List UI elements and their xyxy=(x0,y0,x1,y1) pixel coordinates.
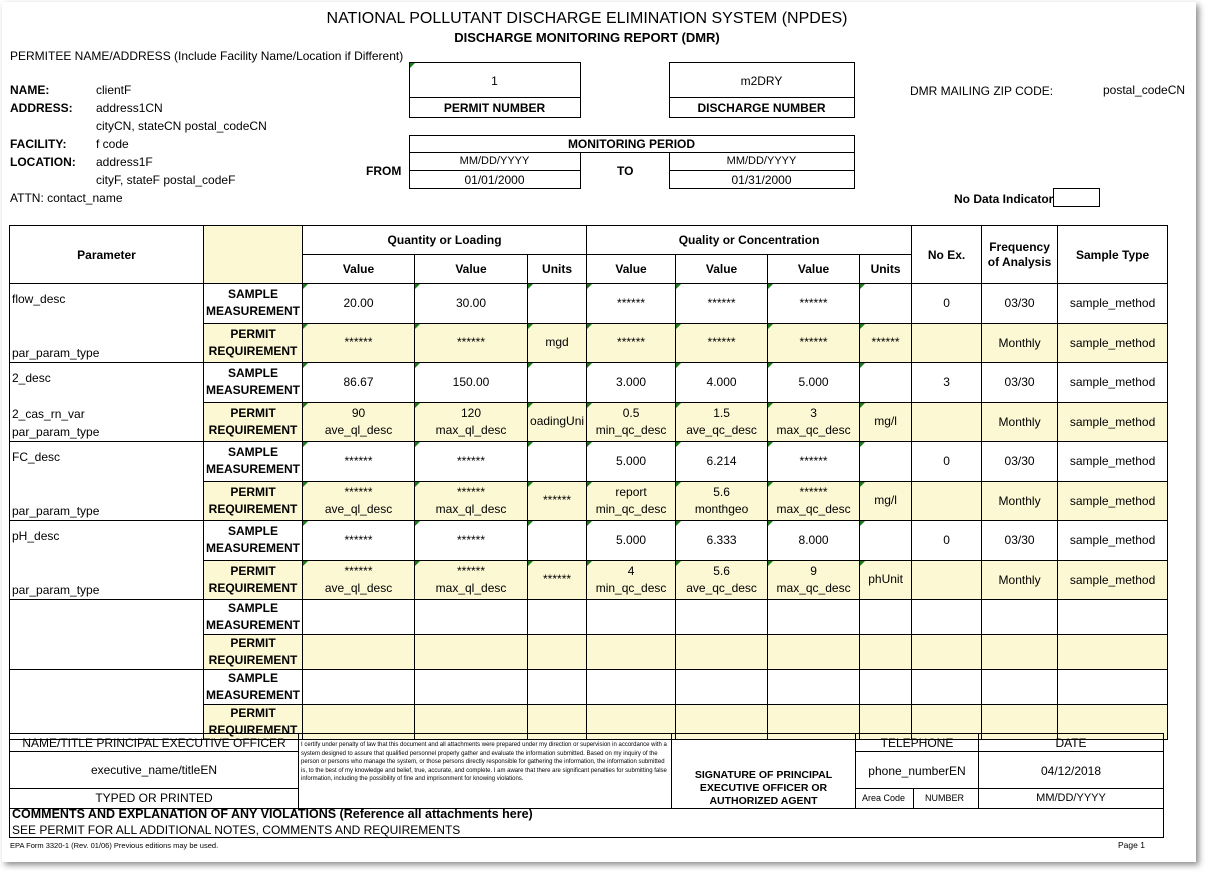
permit-value-cell[interactable]: ****** xyxy=(768,323,860,363)
sample-measurement-label: SAMPLE MEASUREMENT xyxy=(204,670,303,705)
sample-type-cell[interactable]: sample_method xyxy=(1058,442,1168,482)
permit-value-cell[interactable] xyxy=(415,635,528,670)
to-label: TO xyxy=(617,164,634,178)
permit-number-box xyxy=(409,62,581,118)
permit-value-cell[interactable]: 3 max_qc_desc xyxy=(768,402,860,442)
dmr-form-page xyxy=(2,2,1196,862)
sample-value-cell[interactable] xyxy=(676,600,768,635)
permit-value-cell[interactable]: mg/l xyxy=(860,481,912,521)
comments-heading: COMMENTS AND EXPLANATION OF ANY VIOLATIONS (Reference all attachments here) xyxy=(12,807,533,821)
permit-value-cell[interactable]: mgd xyxy=(528,323,587,363)
frequency-cell[interactable]: 03/30 xyxy=(982,442,1058,482)
permit-frequency-cell[interactable]: Monthly xyxy=(982,323,1058,363)
sample-value-cell[interactable]: 86.67 xyxy=(303,363,415,403)
signature-date-format: MM/DD/YYYY xyxy=(1036,792,1106,804)
permit-value-cell[interactable]: ****** ave_ql_desc xyxy=(303,481,415,521)
sample-value-cell[interactable] xyxy=(860,600,912,635)
location1: address1F xyxy=(96,155,153,169)
discharge-number-value: m2DRY xyxy=(740,74,783,88)
certification-block xyxy=(9,733,1164,809)
sample-measurement-label: SAMPLE MEASUREMENT xyxy=(204,284,303,324)
permit-value-cell[interactable]: 120 max_ql_desc xyxy=(415,402,528,442)
permit-value-cell[interactable] xyxy=(587,635,676,670)
parameter-sub2: par_param_type xyxy=(12,425,100,439)
qc-value1-header: Value xyxy=(587,255,676,284)
telephone-label: TELEPHONE xyxy=(880,736,954,750)
permit-value-cell[interactable]: ****** max_ql_desc xyxy=(415,560,528,600)
comments-text[interactable]: SEE PERMIT FOR ALL ADDITIONAL NOTES, COMMENTS AND REQUIREMENTS xyxy=(12,823,461,837)
sample-value-cell[interactable]: 3.000 xyxy=(587,363,676,403)
sample-value-cell[interactable] xyxy=(768,600,860,635)
sample-value-cell[interactable]: 20.00 xyxy=(303,284,415,324)
sample-type-cell[interactable] xyxy=(1058,670,1168,705)
permit-no-ex-cell xyxy=(912,481,982,521)
sample-value-cell[interactable]: ****** xyxy=(415,521,528,561)
sample-value-cell[interactable] xyxy=(587,600,676,635)
sample-measurement-label: SAMPLE MEASUREMENT xyxy=(204,442,303,482)
parameter-name: pH_desc xyxy=(12,529,60,543)
sample-measurement-label: SAMPLE MEASUREMENT xyxy=(204,521,303,561)
qc-units-header: Units xyxy=(860,255,912,284)
parameter-name: 2_desc xyxy=(12,371,51,385)
permit-value-cell[interactable]: ****** xyxy=(528,481,587,521)
permit-value-cell[interactable]: ****** xyxy=(676,323,768,363)
sample-value-cell[interactable]: ****** xyxy=(415,442,528,482)
sample-value-cell[interactable] xyxy=(528,600,587,635)
sample-value-cell[interactable]: 8.000 xyxy=(768,521,860,561)
permit-requirement-label: PERMIT REQUIREMENT xyxy=(204,481,303,521)
sample-value-cell[interactable] xyxy=(528,284,587,324)
no-data-indicator-label: No Data Indicator xyxy=(954,192,1054,206)
monitoring-period-header xyxy=(409,135,855,153)
permit-sample-type-cell[interactable]: sample_method xyxy=(1058,560,1168,600)
form-subtitle: DISCHARGE MONITORING REPORT (DMR) xyxy=(454,30,720,45)
permit-value-cell[interactable]: mg/l xyxy=(860,402,912,442)
no-ex-cell[interactable]: 0 xyxy=(912,284,982,324)
parameter-cell xyxy=(10,521,204,600)
parameter-sub2: par_param_type xyxy=(12,346,100,360)
permit-value-cell[interactable]: 5.6 ave_qc_desc xyxy=(676,560,768,600)
permit-value-cell[interactable]: 90 ave_ql_desc xyxy=(303,402,415,442)
sample-type-cell[interactable]: sample_method xyxy=(1058,363,1168,403)
qty-value1-header: Value xyxy=(303,255,415,284)
sample-value-cell[interactable]: 5.000 xyxy=(587,442,676,482)
parameter-cell xyxy=(10,284,204,363)
parameter-name: flow_desc xyxy=(12,292,66,306)
permit-sample-type-cell[interactable]: sample_method xyxy=(1058,402,1168,442)
permit-no-ex-cell xyxy=(912,560,982,600)
qc-value2-header: Value xyxy=(676,255,768,284)
zip-value: postal_codeCN xyxy=(1103,83,1186,97)
permit-no-ex-cell xyxy=(912,323,982,363)
dmr-table-body xyxy=(10,284,1168,740)
permit-value-cell[interactable] xyxy=(768,635,860,670)
number-label: NUMBER xyxy=(925,793,965,803)
permittee-address2: cityCN, stateCN postal_codeCN xyxy=(96,119,267,133)
sample-value-cell[interactable] xyxy=(587,670,676,705)
sample-value-cell[interactable]: ****** xyxy=(303,442,415,482)
no-ex-cell[interactable]: 0 xyxy=(912,521,982,561)
sample-value-cell[interactable]: ****** xyxy=(676,284,768,324)
attn-line: ATTN: contact_name xyxy=(10,191,123,205)
form-title: NATIONAL POLLUTANT DISCHARGE ELIMINATION SYSTEM (NPDES) xyxy=(326,10,848,27)
permit-value-cell[interactable]: phUnit xyxy=(860,560,912,600)
area-code-label: Area Code xyxy=(862,793,906,803)
address-label: ADDRESS: xyxy=(10,101,73,115)
page-number: Page 1 xyxy=(1118,840,1145,850)
sample-value-cell[interactable] xyxy=(528,670,587,705)
to-date: 01/31/2000 xyxy=(731,173,792,187)
no-ex-cell[interactable] xyxy=(912,670,982,705)
sample-value-cell[interactable] xyxy=(860,442,912,482)
sample-value-cell[interactable] xyxy=(528,521,587,561)
permit-requirement-label: PERMIT REQUIREMENT xyxy=(204,560,303,600)
permit-value-cell[interactable]: report min_qc_desc xyxy=(587,481,676,521)
sample-value-cell[interactable]: ****** xyxy=(587,284,676,324)
sample-value-cell[interactable]: 5.000 xyxy=(768,363,860,403)
sample-measurement-row xyxy=(10,521,1168,561)
sample-value-cell[interactable] xyxy=(415,600,528,635)
sample-value-cell[interactable] xyxy=(860,284,912,324)
sample-value-cell[interactable]: 4.000 xyxy=(676,363,768,403)
typed-printed-label: TYPED OR PRINTED xyxy=(95,791,213,805)
frequency-cell[interactable]: 03/30 xyxy=(982,284,1058,324)
dmr-parameter-table xyxy=(9,225,1168,740)
permit-frequency-cell[interactable]: Monthly xyxy=(982,560,1058,600)
sample-type-cell[interactable]: sample_method xyxy=(1058,521,1168,561)
sample-value-cell[interactable] xyxy=(860,521,912,561)
quality-header: Quality or Concentration xyxy=(587,226,912,255)
monitoring-period-title: MONITORING PERIOD xyxy=(567,137,696,151)
sample-type-cell[interactable]: sample_method xyxy=(1058,284,1168,324)
officer-label: NAME/TITLE PRINCIPAL EXECUTIVE OFFICER xyxy=(22,736,286,750)
form-id: EPA Form 3320-1 (Rev. 01/06) Previous editions may be used. xyxy=(10,841,219,850)
permit-value-cell[interactable] xyxy=(528,635,587,670)
sample-value-cell[interactable]: ****** xyxy=(768,284,860,324)
sample-measurement-row xyxy=(10,442,1168,482)
permit-value-cell[interactable]: ****** xyxy=(415,323,528,363)
permit-value-cell[interactable]: 1.5 ave_qc_desc xyxy=(676,402,768,442)
certification-text: I certify under penalty of law that this document and all attachments were prepared under my direction or supervision in accordance with a system designed to assure that qualified personnel properly gather and evaluate the information submitted. Based on my inquiry of the person or persons who manage the system, or those persons directly responsible for gathering the information, the information submitted is, to the best of my knowledge and belief, true, accurate, and complete. I am aware that there are significant penalties for submitting false information, including the possibility of fine and imprisonment for knowing violations. xyxy=(301,742,667,783)
sample-value-cell[interactable] xyxy=(528,363,587,403)
sample-value-cell[interactable] xyxy=(860,670,912,705)
qc-value3-header: Value xyxy=(768,255,860,284)
permit-value-cell[interactable] xyxy=(303,635,415,670)
signature-date[interactable]: 04/12/2018 xyxy=(1040,764,1102,778)
signature-label: SIGNATURE OF PRINCIPAL EXECUTIVE OFFICER OR AUTHORIZED AGENT xyxy=(694,769,833,807)
qty-units-header: Units xyxy=(528,255,587,284)
to-date-box xyxy=(669,152,855,189)
permit-value-cell[interactable]: oadingUni xyxy=(528,402,587,442)
discharge-number-box xyxy=(669,62,855,118)
permittee-name: clientF xyxy=(96,83,132,97)
permit-sample-type-cell[interactable]: sample_method xyxy=(1058,323,1168,363)
permit-value-cell[interactable]: 5.6 monthgeo xyxy=(676,481,768,521)
sample-measurement-label: SAMPLE MEASUREMENT xyxy=(204,363,303,403)
permit-no-ex-cell xyxy=(912,635,982,670)
sample-value-cell[interactable]: ****** xyxy=(303,521,415,561)
sample-value-cell[interactable] xyxy=(676,670,768,705)
permit-frequency-cell[interactable]: Monthly xyxy=(982,481,1058,521)
from-label: FROM xyxy=(366,164,402,178)
permit-value-cell[interactable]: ****** xyxy=(528,560,587,600)
permit-value-cell[interactable]: 4 min_qc_desc xyxy=(587,560,676,600)
permit-requirement-label: PERMIT REQUIREMENT xyxy=(204,705,303,740)
frequency-cell[interactable]: 03/30 xyxy=(982,521,1058,561)
permit-sample-type-cell[interactable] xyxy=(1058,635,1168,670)
parameter-cell xyxy=(10,600,204,670)
permit-value-cell[interactable]: ****** xyxy=(303,323,415,363)
no-ex-cell[interactable]: 3 xyxy=(912,363,982,403)
noex-header: No Ex. xyxy=(912,226,982,284)
facility-label: FACILITY: xyxy=(10,137,67,151)
permit-requirement-label: PERMIT REQUIREMENT xyxy=(204,323,303,363)
frequency-cell[interactable] xyxy=(982,670,1058,705)
qty-value2-header: Value xyxy=(415,255,528,284)
no-ex-cell[interactable]: 0 xyxy=(912,442,982,482)
parameter-sub1: 2_cas_rn_var xyxy=(12,407,85,421)
quantity-header: Quantity or Loading xyxy=(303,226,587,255)
parameter-cell xyxy=(10,670,204,740)
sample-measurement-row xyxy=(10,600,1168,635)
officer-name: executive_name/titleEN xyxy=(90,763,218,777)
to-date-format: MM/DD/YYYY xyxy=(726,155,797,167)
from-date: 01/01/2000 xyxy=(464,173,525,187)
name-label: NAME: xyxy=(10,83,50,97)
sample-value-cell[interactable] xyxy=(415,670,528,705)
permit-sample-type-cell[interactable]: sample_method xyxy=(1058,481,1168,521)
frequency-cell[interactable]: 03/30 xyxy=(982,363,1058,403)
from-date-box xyxy=(409,152,581,189)
location2: cityF, stateF postal_codeF xyxy=(96,173,236,187)
row-type-header xyxy=(204,226,303,284)
permit-value-cell[interactable]: ****** max_ql_desc xyxy=(415,481,528,521)
sample-measurement-row xyxy=(10,284,1168,324)
sample-value-cell[interactable] xyxy=(303,670,415,705)
sample-value-cell[interactable]: 150.00 xyxy=(415,363,528,403)
sample-value-cell[interactable]: ****** xyxy=(768,442,860,482)
sample-type-header: Sample Type xyxy=(1058,226,1168,284)
sample-value-cell[interactable]: 6.333 xyxy=(676,521,768,561)
location-label: LOCATION: xyxy=(10,155,76,169)
permit-value-cell[interactable]: ****** max_qc_desc xyxy=(768,481,860,521)
sample-value-cell[interactable]: 6.214 xyxy=(676,442,768,482)
permit-no-ex-cell xyxy=(912,402,982,442)
permittee-heading: PERMITEE NAME/ADDRESS (Include Facility Name/Location if Different) xyxy=(10,49,404,63)
permit-value-cell[interactable]: ****** ave_ql_desc xyxy=(303,560,415,600)
permit-requirement-label: PERMIT REQUIREMENT xyxy=(204,402,303,442)
facility-value: f code xyxy=(96,137,129,151)
permit-requirement-label: PERMIT REQUIREMENT xyxy=(204,635,303,670)
permit-number-label: PERMIT NUMBER xyxy=(443,101,546,115)
permit-value-cell[interactable]: ****** xyxy=(587,323,676,363)
sample-measurement-row xyxy=(10,670,1168,705)
from-date-format: MM/DD/YYYY xyxy=(459,155,530,167)
comments-block xyxy=(9,804,1164,838)
frequency-cell[interactable] xyxy=(982,600,1058,635)
permit-value-cell[interactable]: 9 max_qc_desc xyxy=(768,560,860,600)
no-ex-cell[interactable] xyxy=(912,600,982,635)
permit-value-cell[interactable] xyxy=(860,635,912,670)
sample-value-cell[interactable] xyxy=(528,442,587,482)
parameter-sub2: par_param_type xyxy=(12,504,100,518)
sample-value-cell[interactable] xyxy=(303,600,415,635)
zip-label: DMR MAILING ZIP CODE: xyxy=(910,84,1054,98)
discharge-number-label: DISCHARGE NUMBER xyxy=(697,101,826,115)
parameter-sub2: par_param_type xyxy=(12,583,100,597)
sample-value-cell[interactable] xyxy=(860,363,912,403)
sample-measurement-label: SAMPLE MEASUREMENT xyxy=(204,600,303,635)
parameter-name: FC_desc xyxy=(12,450,61,464)
sample-type-cell[interactable] xyxy=(1058,600,1168,635)
frequency-header: Frequency of Analysis xyxy=(982,226,1058,284)
parameter-cell xyxy=(10,442,204,521)
permit-frequency-cell[interactable] xyxy=(982,635,1058,670)
sample-measurement-row xyxy=(10,363,1168,403)
permit-value-cell[interactable] xyxy=(676,635,768,670)
phone-number[interactable]: phone_numberEN xyxy=(868,764,966,778)
permit-value-cell[interactable]: ****** xyxy=(860,323,912,363)
date-label: DATE xyxy=(1055,736,1087,750)
sample-value-cell[interactable]: 5.000 xyxy=(587,521,676,561)
permit-number-value: 1 xyxy=(491,74,498,88)
permittee-address1: address1CN xyxy=(96,101,163,115)
permit-frequency-cell[interactable]: Monthly xyxy=(982,402,1058,442)
parameter-cell xyxy=(10,363,204,442)
parameter-header: Parameter xyxy=(10,226,204,284)
sample-value-cell[interactable] xyxy=(768,670,860,705)
no-data-indicator-box[interactable] xyxy=(1053,188,1100,207)
permit-value-cell[interactable]: 0.5 min_qc_desc xyxy=(587,402,676,442)
sample-value-cell[interactable]: 30.00 xyxy=(415,284,528,324)
